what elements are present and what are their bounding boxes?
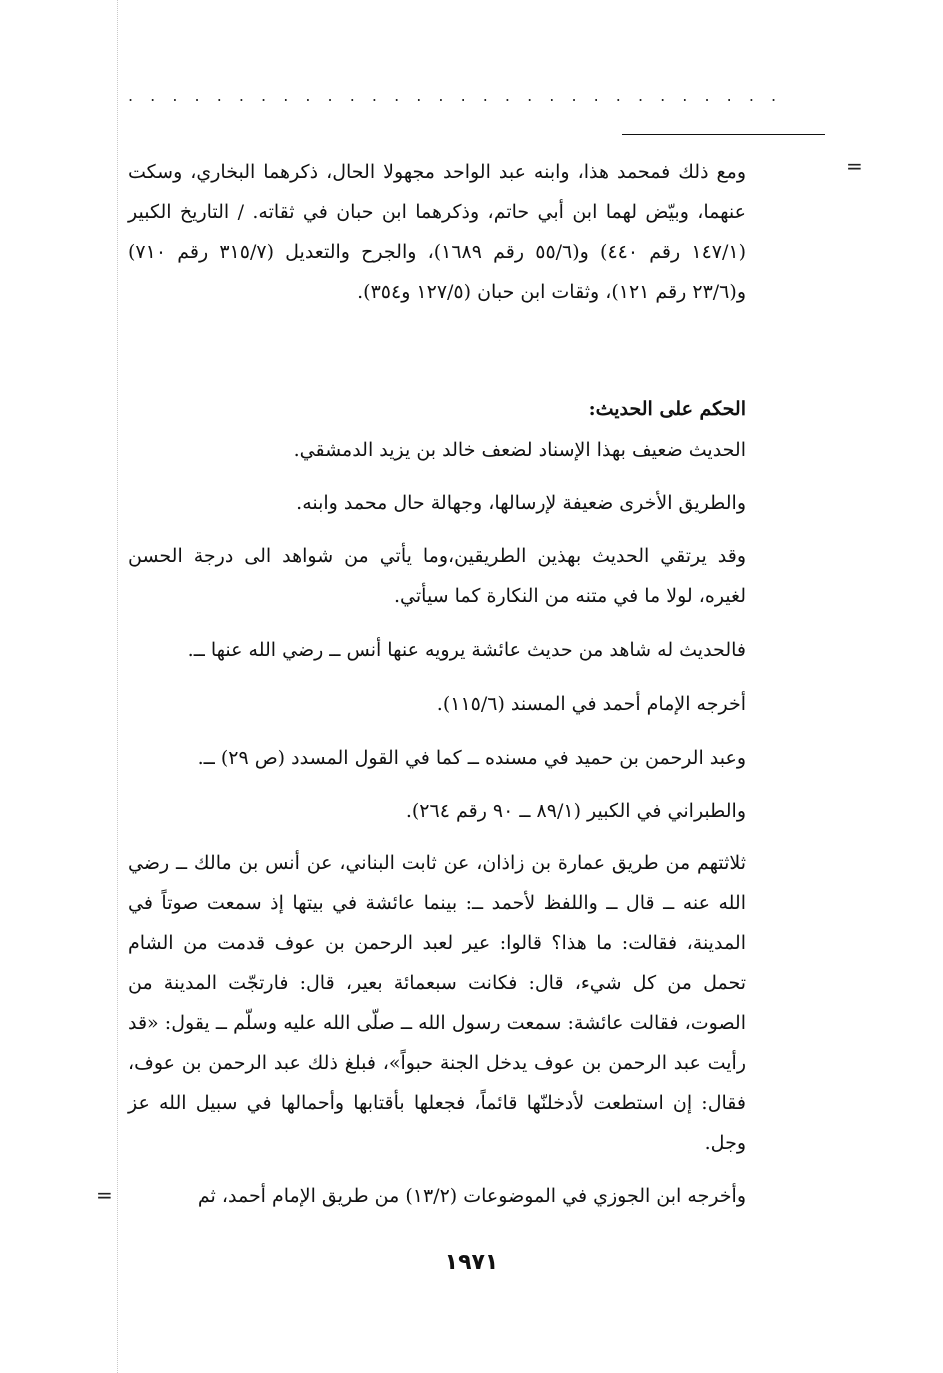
continuation-mark-bottom: = [96,1183,113,1207]
scan-edge-line [117,0,118,1373]
ruling-paragraph-7: والطبراني في الكبير (٨٩/١ ــ ٩٠ رقم ٢٦٤). [405,800,746,822]
page-number: ١٩٧١ [444,1250,499,1275]
ruling-paragraph-5: أخرجه الإمام أحمد في المسند (١١٥/٦). [436,693,746,715]
header-dotted-line: . . . . . . . . . . . . . . . . . . . . . . . . . . . . . . [128,86,783,105]
footnote-continued-paragraph: ومع ذلك فمحمد هذا، وابنه عبد الواحد مجهولا الحال، ذكرهما البخاري، وسكت عنهما، وبيّض لهما ابن أبي حاتم، وذكرهما ابن حبان في ثقاته. / التاريخ الكبير (١٤٧/١ رقم ٤٤٠) و(٥٥/٦ رقم ١٦٨٩)، والجرح والتعديل (٣١٥/٧ رقم ٧١٠) و(٢٣/٦ رقم ١٢١)، وثقات ابن حبان (١٢٧/٥ و٣٥٤). [128,161,747,303]
ruling-heading: الحكم على الحديث: [588,398,746,420]
continuation-mark-top: = [846,154,863,178]
footnote-separator-rule [622,134,825,135]
ruling-paragraph-2: والطريق الأخرى ضعيفة لإرسالها، وجهالة حال محمد وابنه. [296,492,746,514]
ruling-paragraph-8: ثلاثتهم من طريق عمارة بن زاذان، عن ثابت البناني، عن أنس بن مالك ــ رضي الله عنه ــ قال ــ واللفظ لأحمد ــ: بينما عائشة في بيتها إذ سمعت صوتاً في المدينة، فقالت: ما هذا؟ قالوا: عير لعبد الرحمن بن عوف قدمت من الشام تحمل من كل شيء، قال: فكانت سبعمائة بعير، قال: فارتجّت المدينة من الصوت، فقالت عائشة: سمعت رسول الله ــ صلّى الله عليه وسلّم ــ يقول: «قد رأيت عبد الرحمن بن عوف يدخل الجنة حبواً»، فبلغ ذلك عبد الرحمن بن عوف، فقال: إن استطعت لأدخلنّها قائماً، فجعلها بأقتابها وأحمالها في سبيل الله عز وجل. [128,852,746,1154]
ruling-paragraph-6: وعبد الرحمن بن حميد في مسنده ــ كما في القول المسدد (ص ٢٩) ــ. [197,747,746,769]
ruling-paragraph-3: وقد يرتقي الحديث بهذين الطريقين،وما يأتي من شواهد الى درجة الحسن لغيره، لولا ما في متنه من النكارة كما سيأتي. [128,545,746,607]
ruling-paragraph-1: الحديث ضعيف بهذا الإسناد لضعف خالد بن يزيد الدمشقي. [293,439,746,461]
ruling-paragraph-9: وأخرجه ابن الجوزي في الموضوعات (١٣/٢) من طريق الإمام أحمد، ثم [197,1185,746,1207]
ruling-paragraph-4: فالحديث له شاهد من حديث عائشة يرويه عنها أنس ــ رضي الله عنها ــ. [187,639,746,661]
